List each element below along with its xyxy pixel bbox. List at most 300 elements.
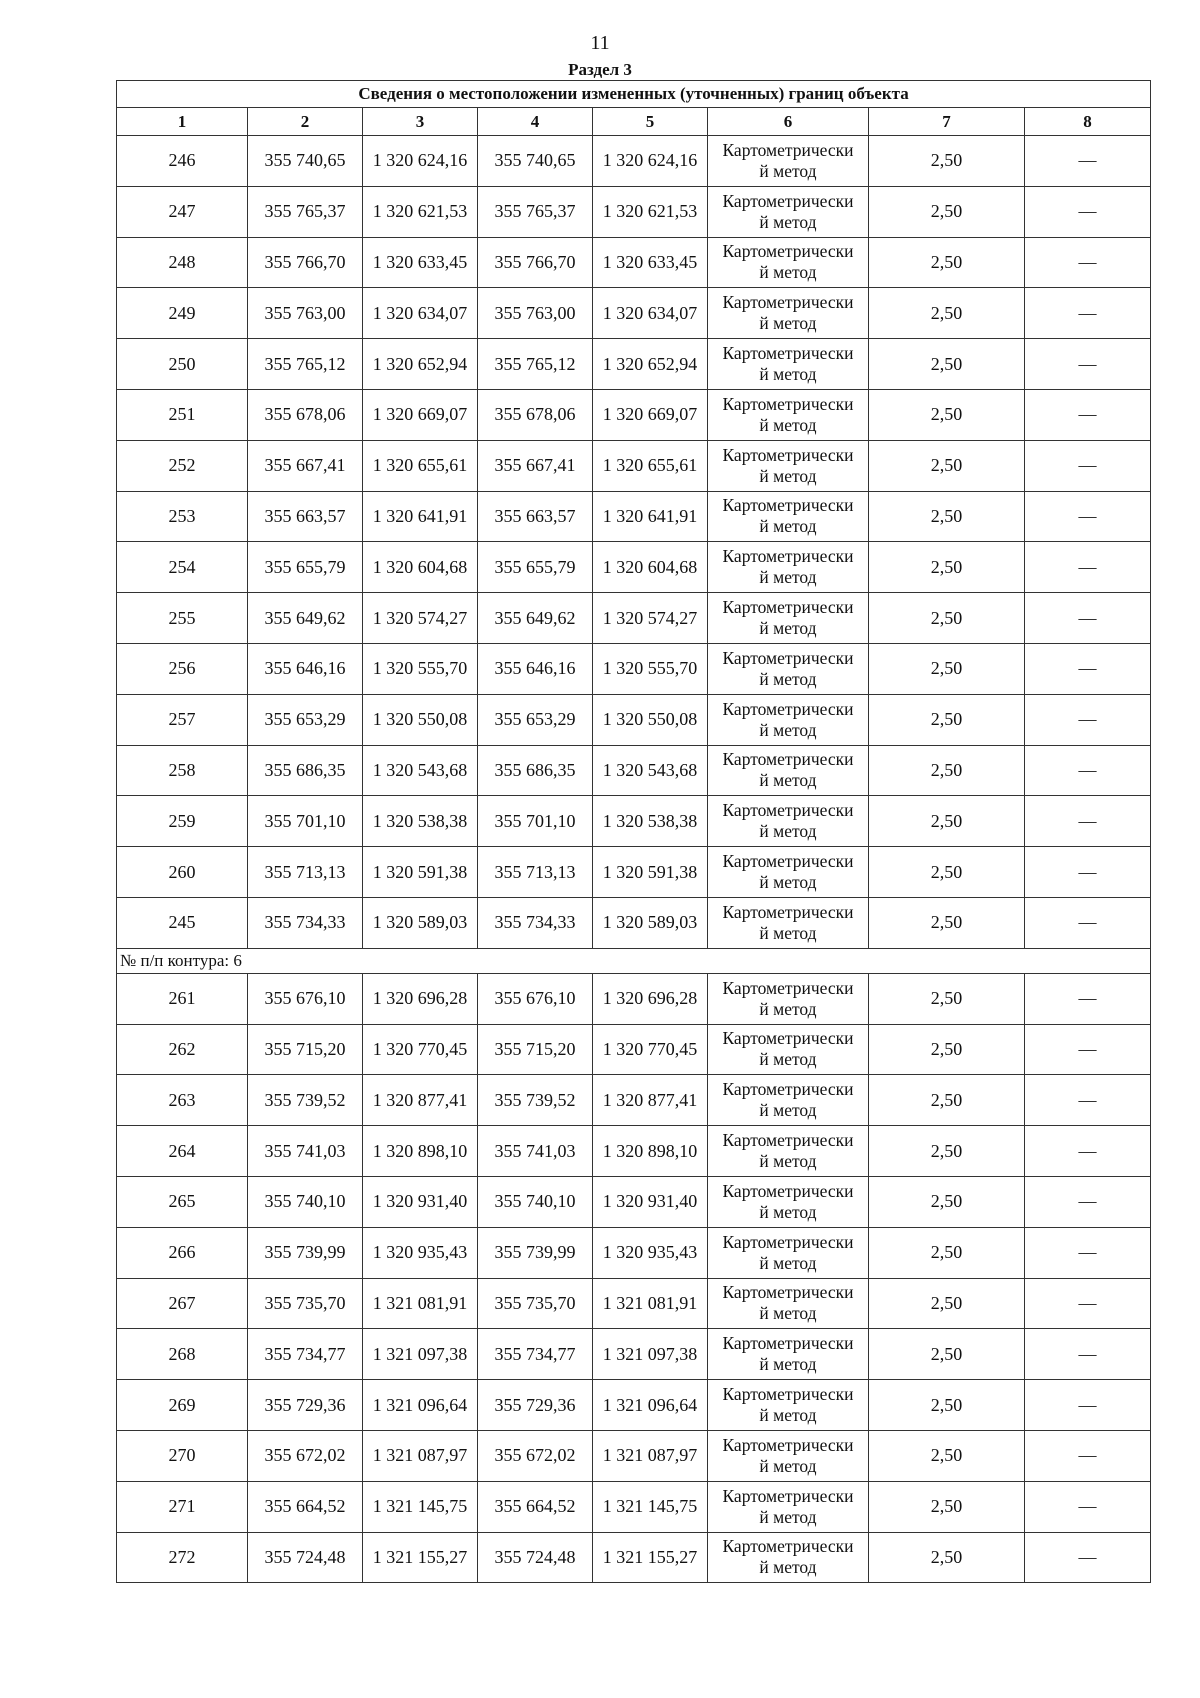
table-row — [117, 897, 1151, 948]
x-refined-cell: 355 734,33 — [478, 897, 593, 948]
point-number-cell: 263 — [117, 1075, 248, 1126]
method-line: й метод — [759, 1151, 817, 1172]
precision-cell: 2,50 — [869, 186, 1025, 237]
method-cell — [708, 1075, 869, 1126]
y-refined-cell: 1 320 931,40 — [593, 1176, 708, 1227]
point-number-cell: 245 — [117, 897, 248, 948]
method-line: Картометрически — [722, 1333, 854, 1354]
column-header: 6 — [708, 108, 869, 136]
table-row — [117, 643, 1151, 694]
method-cell — [708, 643, 869, 694]
method-line: Картометрически — [722, 292, 854, 313]
point-number-cell: 247 — [117, 186, 248, 237]
y-existing-cell: 1 320 669,07 — [363, 389, 478, 440]
precision-cell: 2,50 — [869, 1380, 1025, 1431]
method-line: й метод — [759, 1100, 817, 1121]
description-cell: — — [1025, 237, 1151, 288]
method-cell — [708, 1176, 869, 1227]
page-number: 11 — [590, 32, 610, 54]
x-refined-cell: 355 653,29 — [478, 694, 593, 745]
contour-row — [117, 948, 1151, 973]
method-cell — [708, 1430, 869, 1481]
table-header-row — [117, 108, 1151, 136]
x-existing-cell: 355 655,79 — [248, 542, 363, 593]
method-cell — [708, 1481, 869, 1532]
x-refined-cell: 355 766,70 — [478, 237, 593, 288]
method-line: Картометрически — [722, 698, 854, 719]
table-row — [117, 847, 1151, 898]
description-cell: — — [1025, 1075, 1151, 1126]
description-cell: — — [1025, 694, 1151, 745]
method-line: й метод — [759, 160, 817, 181]
description-cell: — — [1025, 1024, 1151, 1075]
x-refined-cell: 355 734,77 — [478, 1329, 593, 1380]
point-number-cell: 265 — [117, 1176, 248, 1227]
table-row — [117, 288, 1151, 339]
y-existing-cell: 1 320 591,38 — [363, 847, 478, 898]
table-row — [117, 1532, 1151, 1583]
x-existing-cell: 355 649,62 — [248, 593, 363, 644]
table-row — [117, 973, 1151, 1024]
x-existing-cell: 355 701,10 — [248, 796, 363, 847]
method-line: Картометрически — [722, 1180, 854, 1201]
method-cell — [708, 973, 869, 1024]
y-refined-cell: 1 320 770,45 — [593, 1024, 708, 1075]
y-refined-cell: 1 321 155,27 — [593, 1532, 708, 1583]
method-cell — [708, 136, 869, 187]
point-number-cell: 266 — [117, 1227, 248, 1278]
method-line: й метод — [759, 313, 817, 334]
x-existing-cell: 355 678,06 — [248, 389, 363, 440]
precision-cell: 2,50 — [869, 593, 1025, 644]
column-header: 2 — [248, 108, 363, 136]
x-refined-cell: 355 741,03 — [478, 1126, 593, 1177]
column-header: 5 — [593, 108, 708, 136]
table-row — [117, 796, 1151, 847]
y-existing-cell: 1 321 096,64 — [363, 1380, 478, 1431]
method-line: й метод — [759, 364, 817, 385]
x-refined-cell: 355 649,62 — [478, 593, 593, 644]
y-existing-cell: 1 320 633,45 — [363, 237, 478, 288]
x-existing-cell: 355 740,10 — [248, 1176, 363, 1227]
table-row — [117, 1176, 1151, 1227]
description-cell: — — [1025, 1227, 1151, 1278]
x-refined-cell: 355 713,13 — [478, 847, 593, 898]
method-cell — [708, 186, 869, 237]
table-row — [117, 593, 1151, 644]
x-refined-cell: 355 765,12 — [478, 339, 593, 390]
column-header: 1 — [117, 108, 248, 136]
method-line: й метод — [759, 618, 817, 639]
precision-cell: 2,50 — [869, 440, 1025, 491]
y-refined-cell: 1 320 898,10 — [593, 1126, 708, 1177]
y-refined-cell: 1 320 591,38 — [593, 847, 708, 898]
contour-label: № п/п контура: 6 — [117, 948, 1151, 973]
x-existing-cell: 355 740,65 — [248, 136, 363, 187]
y-existing-cell: 1 320 935,43 — [363, 1227, 478, 1278]
method-line: Картометрически — [722, 647, 854, 668]
method-cell — [708, 1380, 869, 1431]
method-line: й метод — [759, 872, 817, 893]
method-line: Картометрически — [722, 1231, 854, 1252]
y-refined-cell: 1 320 538,38 — [593, 796, 708, 847]
method-cell — [708, 491, 869, 542]
x-refined-cell: 355 740,10 — [478, 1176, 593, 1227]
table-row — [117, 1126, 1151, 1177]
table-row — [117, 1075, 1151, 1126]
table-title-row — [117, 81, 1151, 108]
x-refined-cell: 355 686,35 — [478, 745, 593, 796]
method-line: й метод — [759, 770, 817, 791]
y-existing-cell: 1 320 655,61 — [363, 440, 478, 491]
description-cell: — — [1025, 389, 1151, 440]
point-number-cell: 261 — [117, 973, 248, 1024]
description-cell: — — [1025, 1481, 1151, 1532]
method-cell — [708, 1024, 869, 1075]
y-refined-cell: 1 321 087,97 — [593, 1430, 708, 1481]
method-line: й метод — [759, 1201, 817, 1222]
x-refined-cell: 355 739,52 — [478, 1075, 593, 1126]
method-line: й метод — [759, 1252, 817, 1273]
x-existing-cell: 355 686,35 — [248, 745, 363, 796]
x-existing-cell: 355 739,99 — [248, 1227, 363, 1278]
y-existing-cell: 1 321 081,91 — [363, 1278, 478, 1329]
method-cell — [708, 1126, 869, 1177]
description-cell: — — [1025, 897, 1151, 948]
point-number-cell: 272 — [117, 1532, 248, 1583]
description-cell: — — [1025, 440, 1151, 491]
y-refined-cell: 1 320 624,16 — [593, 136, 708, 187]
description-cell: — — [1025, 339, 1151, 390]
precision-cell: 2,50 — [869, 1126, 1025, 1177]
point-number-cell: 246 — [117, 136, 248, 187]
precision-cell: 2,50 — [869, 1481, 1025, 1532]
point-number-cell: 253 — [117, 491, 248, 542]
precision-cell: 2,50 — [869, 1176, 1025, 1227]
x-existing-cell: 355 763,00 — [248, 288, 363, 339]
point-number-cell: 249 — [117, 288, 248, 339]
y-refined-cell: 1 321 081,91 — [593, 1278, 708, 1329]
x-existing-cell: 355 734,77 — [248, 1329, 363, 1380]
description-cell: — — [1025, 542, 1151, 593]
table-row — [117, 1024, 1151, 1075]
method-cell — [708, 694, 869, 745]
x-refined-cell: 355 740,65 — [478, 136, 593, 187]
y-refined-cell: 1 320 555,70 — [593, 643, 708, 694]
y-refined-cell: 1 320 641,91 — [593, 491, 708, 542]
point-number-cell: 255 — [117, 593, 248, 644]
point-number-cell: 251 — [117, 389, 248, 440]
method-cell — [708, 389, 869, 440]
method-line: Картометрически — [722, 546, 854, 567]
method-line: й метод — [759, 998, 817, 1019]
table-row — [117, 440, 1151, 491]
precision-cell: 2,50 — [869, 1430, 1025, 1481]
method-line: й метод — [759, 1557, 817, 1578]
point-number-cell: 264 — [117, 1126, 248, 1177]
precision-cell: 2,50 — [869, 1532, 1025, 1583]
method-line: Картометрически — [722, 495, 854, 516]
x-existing-cell: 355 734,33 — [248, 897, 363, 948]
y-existing-cell: 1 320 589,03 — [363, 897, 478, 948]
column-header: 8 — [1025, 108, 1151, 136]
precision-cell: 2,50 — [869, 136, 1025, 187]
table-title: Сведения о местоположении измененных (уточненных) границ объекта — [117, 81, 1151, 108]
method-line: Картометрически — [722, 901, 854, 922]
method-cell — [708, 897, 869, 948]
precision-cell: 2,50 — [869, 694, 1025, 745]
method-line: Картометрически — [722, 749, 854, 770]
precision-cell: 2,50 — [869, 237, 1025, 288]
x-existing-cell: 355 765,12 — [248, 339, 363, 390]
y-existing-cell: 1 320 770,45 — [363, 1024, 478, 1075]
description-cell: — — [1025, 136, 1151, 187]
precision-cell: 2,50 — [869, 897, 1025, 948]
y-refined-cell: 1 320 935,43 — [593, 1227, 708, 1278]
method-line: Картометрически — [722, 597, 854, 618]
method-line: Картометрически — [722, 977, 854, 998]
table-row — [117, 237, 1151, 288]
x-refined-cell: 355 672,02 — [478, 1430, 593, 1481]
point-number-cell: 248 — [117, 237, 248, 288]
x-refined-cell: 355 729,36 — [478, 1380, 593, 1431]
description-cell: — — [1025, 1329, 1151, 1380]
column-header: 7 — [869, 108, 1025, 136]
table-row — [117, 491, 1151, 542]
description-cell: — — [1025, 491, 1151, 542]
method-line: й метод — [759, 1354, 817, 1375]
x-existing-cell: 355 741,03 — [248, 1126, 363, 1177]
x-refined-cell: 355 663,57 — [478, 491, 593, 542]
method-line: й метод — [759, 719, 817, 740]
method-line: й метод — [759, 821, 817, 842]
method-cell — [708, 440, 869, 491]
method-line: Картометрически — [722, 1079, 854, 1100]
method-line: й метод — [759, 211, 817, 232]
y-existing-cell: 1 320 550,08 — [363, 694, 478, 745]
table-row — [117, 542, 1151, 593]
point-number-cell: 250 — [117, 339, 248, 390]
y-existing-cell: 1 320 931,40 — [363, 1176, 478, 1227]
y-refined-cell: 1 320 589,03 — [593, 897, 708, 948]
y-refined-cell: 1 321 145,75 — [593, 1481, 708, 1532]
method-line: Картометрически — [722, 1485, 854, 1506]
description-cell: — — [1025, 186, 1151, 237]
table-row — [117, 745, 1151, 796]
y-existing-cell: 1 320 538,38 — [363, 796, 478, 847]
method-cell — [708, 1532, 869, 1583]
description-cell: — — [1025, 973, 1151, 1024]
y-existing-cell: 1 320 574,27 — [363, 593, 478, 644]
y-refined-cell: 1 320 652,94 — [593, 339, 708, 390]
precision-cell: 2,50 — [869, 339, 1025, 390]
x-existing-cell: 355 646,16 — [248, 643, 363, 694]
y-refined-cell: 1 320 574,27 — [593, 593, 708, 644]
method-line: й метод — [759, 414, 817, 435]
table-row — [117, 339, 1151, 390]
section-title: Раздел 3 — [568, 60, 632, 79]
method-line: й метод — [759, 922, 817, 943]
x-existing-cell: 355 676,10 — [248, 973, 363, 1024]
y-existing-cell: 1 320 621,53 — [363, 186, 478, 237]
x-existing-cell: 355 735,70 — [248, 1278, 363, 1329]
precision-cell: 2,50 — [869, 1024, 1025, 1075]
method-line: Картометрически — [722, 800, 854, 821]
method-line: й метод — [759, 1405, 817, 1426]
description-cell: — — [1025, 847, 1151, 898]
point-number-cell: 270 — [117, 1430, 248, 1481]
x-existing-cell: 355 667,41 — [248, 440, 363, 491]
y-existing-cell: 1 320 624,16 — [363, 136, 478, 187]
x-existing-cell: 355 765,37 — [248, 186, 363, 237]
table-row — [117, 186, 1151, 237]
table-row — [117, 1481, 1151, 1532]
point-number-cell: 254 — [117, 542, 248, 593]
x-refined-cell: 355 646,16 — [478, 643, 593, 694]
method-line: й метод — [759, 1049, 817, 1070]
precision-cell: 2,50 — [869, 1278, 1025, 1329]
y-existing-cell: 1 320 634,07 — [363, 288, 478, 339]
table-row — [117, 1227, 1151, 1278]
description-cell: — — [1025, 1126, 1151, 1177]
y-refined-cell: 1 320 550,08 — [593, 694, 708, 745]
point-number-cell: 268 — [117, 1329, 248, 1380]
method-cell — [708, 288, 869, 339]
table-row — [117, 1430, 1151, 1481]
y-refined-cell: 1 320 634,07 — [593, 288, 708, 339]
point-number-cell: 267 — [117, 1278, 248, 1329]
method-line: Картометрически — [722, 1536, 854, 1557]
y-refined-cell: 1 320 669,07 — [593, 389, 708, 440]
point-number-cell: 260 — [117, 847, 248, 898]
description-cell: — — [1025, 1278, 1151, 1329]
x-existing-cell: 355 729,36 — [248, 1380, 363, 1431]
method-line: й метод — [759, 465, 817, 486]
method-line: й метод — [759, 567, 817, 588]
description-cell: — — [1025, 1532, 1151, 1583]
table-row — [117, 1329, 1151, 1380]
precision-cell: 2,50 — [869, 796, 1025, 847]
y-existing-cell: 1 320 696,28 — [363, 973, 478, 1024]
method-line: Картометрически — [722, 241, 854, 262]
description-cell: — — [1025, 288, 1151, 339]
point-number-cell: 257 — [117, 694, 248, 745]
x-refined-cell: 355 763,00 — [478, 288, 593, 339]
method-line: й метод — [759, 262, 817, 283]
method-line: Картометрически — [722, 1434, 854, 1455]
y-refined-cell: 1 320 877,41 — [593, 1075, 708, 1126]
x-existing-cell: 355 663,57 — [248, 491, 363, 542]
y-existing-cell: 1 321 087,97 — [363, 1430, 478, 1481]
y-refined-cell: 1 320 543,68 — [593, 745, 708, 796]
x-refined-cell: 355 765,37 — [478, 186, 593, 237]
method-cell — [708, 1278, 869, 1329]
x-refined-cell: 355 724,48 — [478, 1532, 593, 1583]
description-cell: — — [1025, 1176, 1151, 1227]
method-line: Картометрически — [722, 190, 854, 211]
method-line: Картометрически — [722, 343, 854, 364]
x-refined-cell: 355 655,79 — [478, 542, 593, 593]
method-line: Картометрически — [722, 1028, 854, 1049]
method-line: й метод — [759, 516, 817, 537]
point-number-cell: 262 — [117, 1024, 248, 1075]
y-refined-cell: 1 320 655,61 — [593, 440, 708, 491]
method-cell — [708, 847, 869, 898]
method-line: Картометрически — [722, 1384, 854, 1405]
method-cell — [708, 1227, 869, 1278]
precision-cell: 2,50 — [869, 542, 1025, 593]
precision-cell: 2,50 — [869, 389, 1025, 440]
description-cell: — — [1025, 643, 1151, 694]
x-refined-cell: 355 664,52 — [478, 1481, 593, 1532]
x-refined-cell: 355 739,99 — [478, 1227, 593, 1278]
y-existing-cell: 1 320 604,68 — [363, 542, 478, 593]
y-refined-cell: 1 321 096,64 — [593, 1380, 708, 1431]
y-existing-cell: 1 320 898,10 — [363, 1126, 478, 1177]
description-cell: — — [1025, 593, 1151, 644]
y-refined-cell: 1 320 633,45 — [593, 237, 708, 288]
method-line: й метод — [759, 668, 817, 689]
x-existing-cell: 355 766,70 — [248, 237, 363, 288]
description-cell: — — [1025, 1430, 1151, 1481]
point-number-cell: 256 — [117, 643, 248, 694]
table-row — [117, 136, 1151, 187]
precision-cell: 2,50 — [869, 1227, 1025, 1278]
precision-cell: 2,50 — [869, 288, 1025, 339]
method-line: Картометрически — [722, 1282, 854, 1303]
y-existing-cell: 1 321 097,38 — [363, 1329, 478, 1380]
x-existing-cell: 355 739,52 — [248, 1075, 363, 1126]
column-header: 3 — [363, 108, 478, 136]
table-row — [117, 1278, 1151, 1329]
table-row — [117, 1380, 1151, 1431]
x-refined-cell: 355 667,41 — [478, 440, 593, 491]
x-existing-cell: 355 715,20 — [248, 1024, 363, 1075]
coordinates-table — [116, 80, 1151, 1583]
table-body — [117, 81, 1151, 1583]
method-line: й метод — [759, 1303, 817, 1324]
method-cell — [708, 796, 869, 847]
x-existing-cell: 355 713,13 — [248, 847, 363, 898]
precision-cell: 2,50 — [869, 491, 1025, 542]
x-existing-cell: 355 724,48 — [248, 1532, 363, 1583]
y-existing-cell: 1 320 543,68 — [363, 745, 478, 796]
method-line: Картометрически — [722, 393, 854, 414]
point-number-cell: 271 — [117, 1481, 248, 1532]
x-existing-cell: 355 664,52 — [248, 1481, 363, 1532]
method-cell — [708, 593, 869, 644]
precision-cell: 2,50 — [869, 1329, 1025, 1380]
x-refined-cell: 355 676,10 — [478, 973, 593, 1024]
point-number-cell: 258 — [117, 745, 248, 796]
method-cell — [708, 339, 869, 390]
description-cell: — — [1025, 1380, 1151, 1431]
description-cell: — — [1025, 796, 1151, 847]
point-number-cell: 269 — [117, 1380, 248, 1431]
method-line: Картометрически — [722, 444, 854, 465]
y-existing-cell: 1 321 155,27 — [363, 1532, 478, 1583]
x-existing-cell: 355 672,02 — [248, 1430, 363, 1481]
point-number-cell: 252 — [117, 440, 248, 491]
x-refined-cell: 355 735,70 — [478, 1278, 593, 1329]
precision-cell: 2,50 — [869, 643, 1025, 694]
method-line: Картометрически — [722, 851, 854, 872]
table-row — [117, 694, 1151, 745]
method-line: Картометрически — [722, 139, 854, 160]
precision-cell: 2,50 — [869, 745, 1025, 796]
y-existing-cell: 1 320 652,94 — [363, 339, 478, 390]
precision-cell: 2,50 — [869, 1075, 1025, 1126]
